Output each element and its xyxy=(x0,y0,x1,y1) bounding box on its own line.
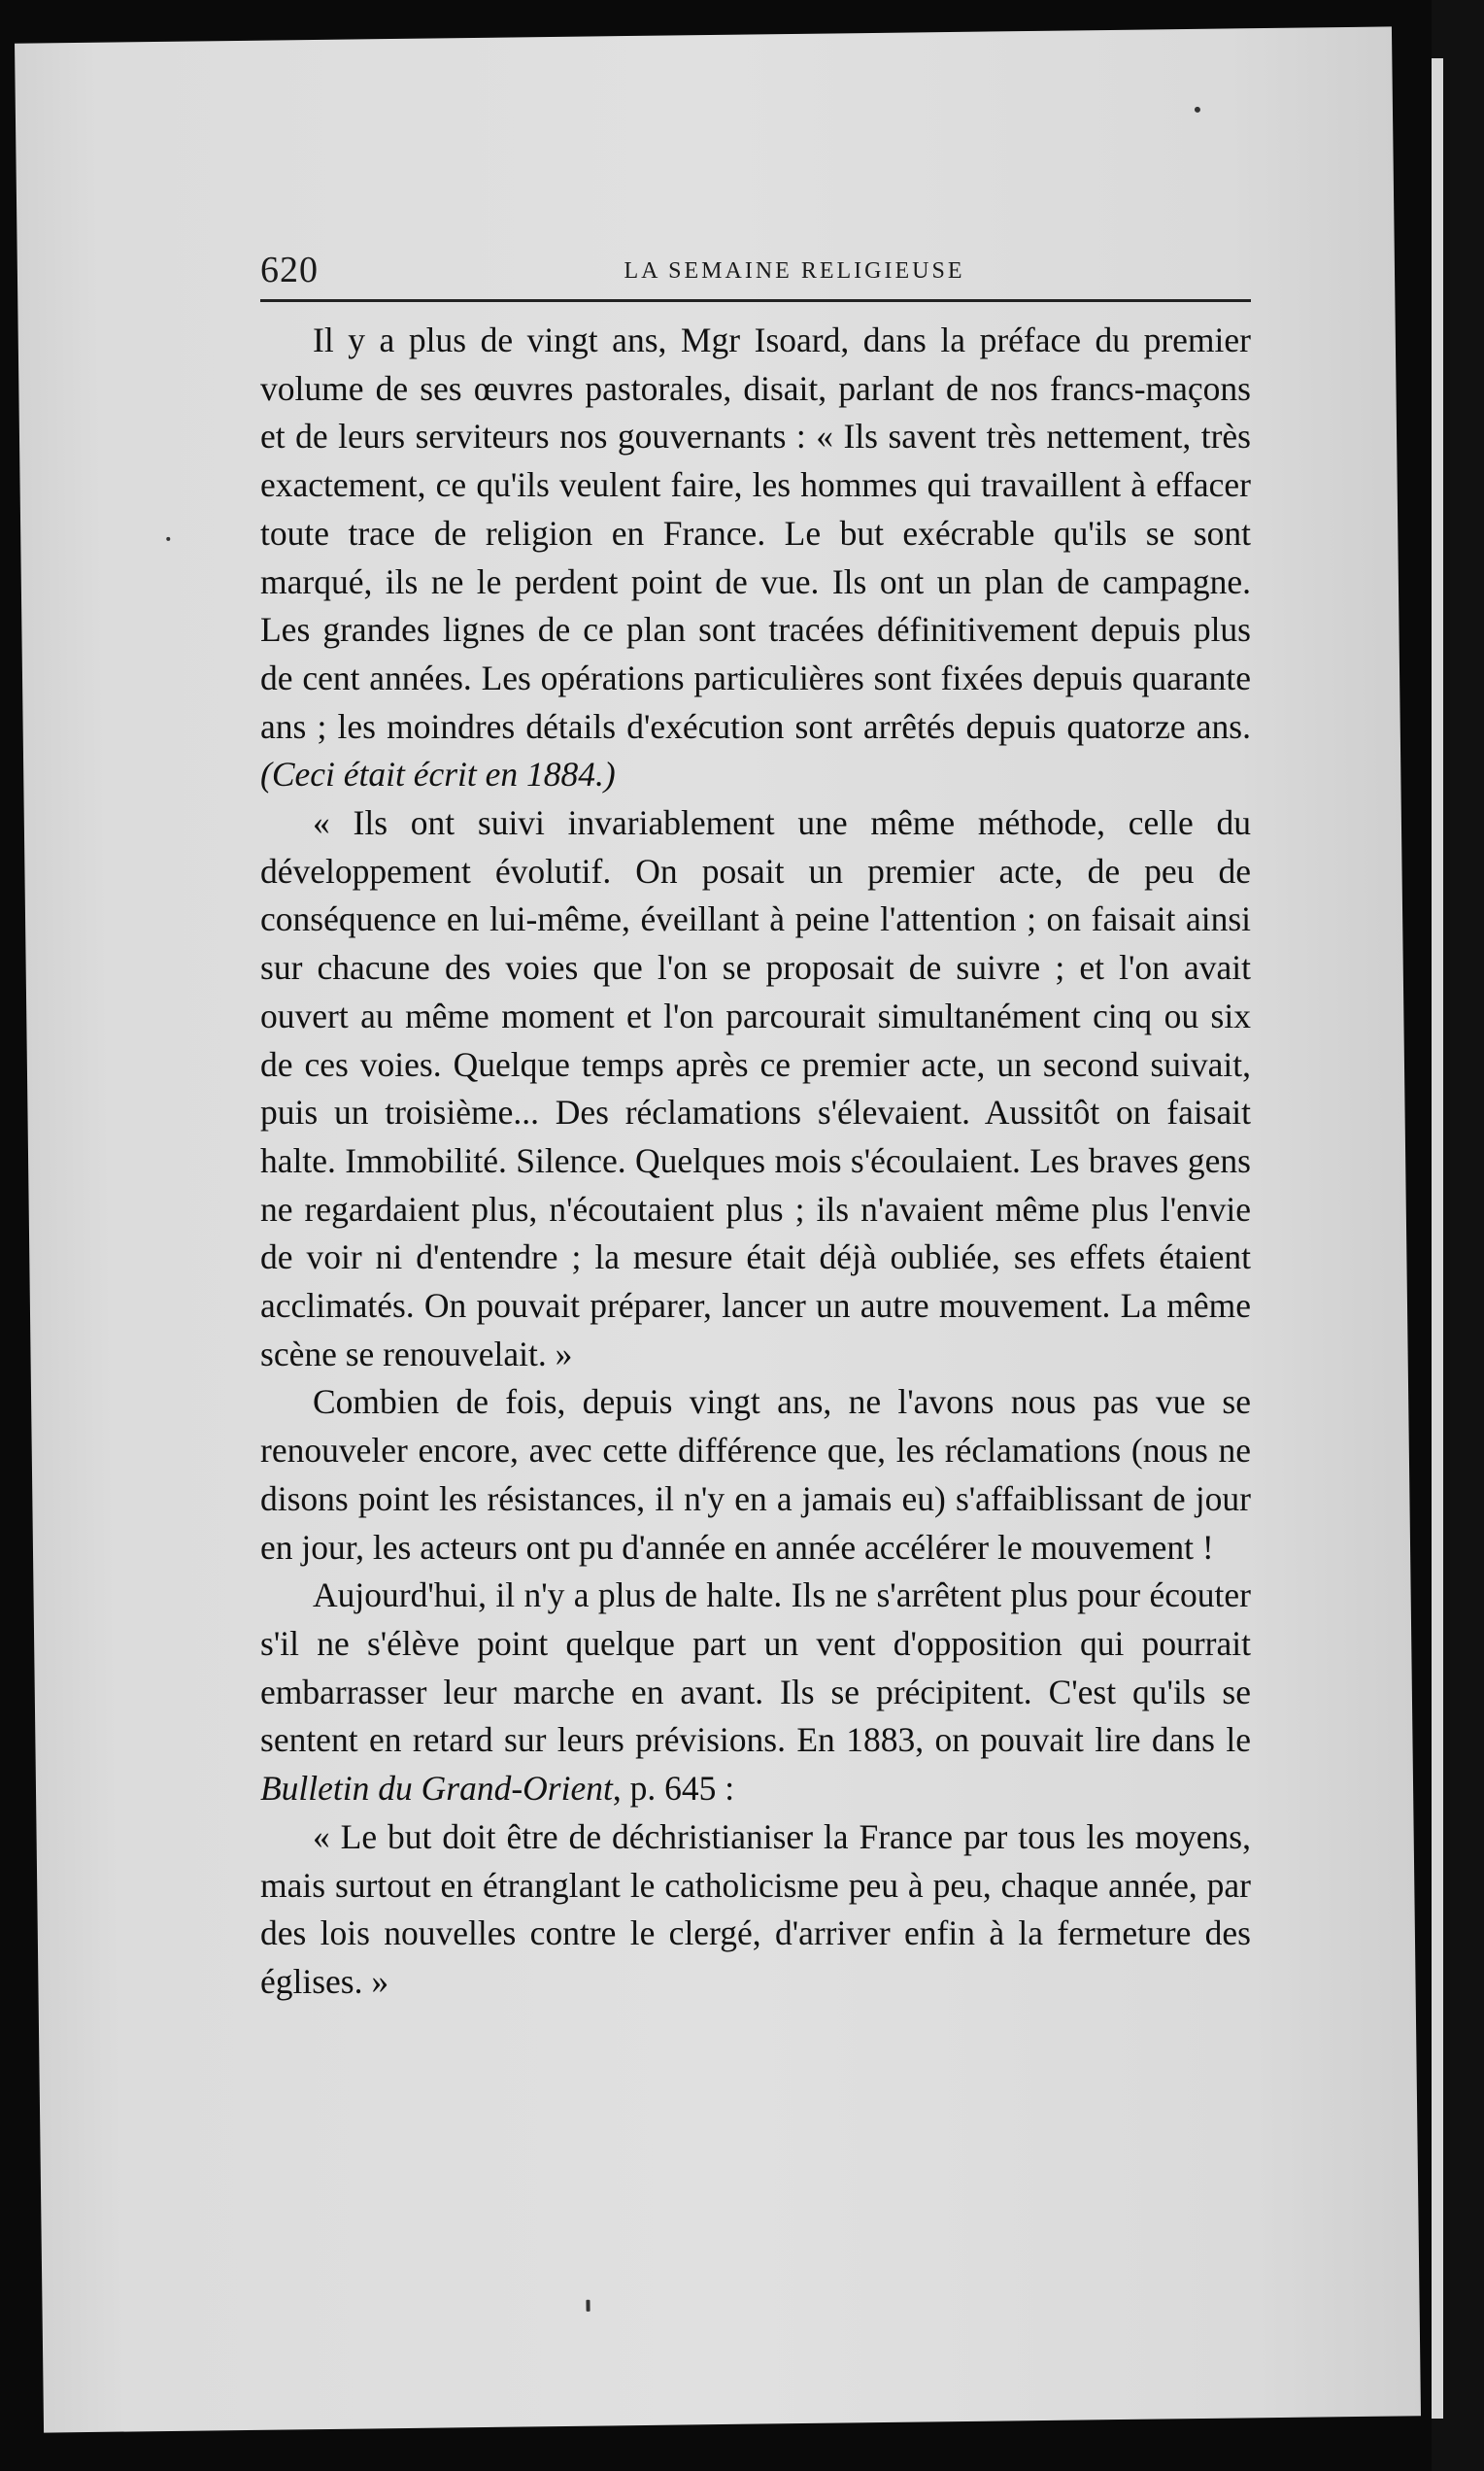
paragraph-5-text: « Le but doit être de déchristianiser la France par tous les moyens, mais surtout en étranglant le catholicisme peu à peu, chaque année, par des lois nouvelles contre le clergé, d'arriver enfin à la fermeture des églises. » xyxy=(260,1816,1251,2001)
article-body xyxy=(260,317,1251,2007)
paragraph-1-aside: (Ceci était écrit en 1884.) xyxy=(260,755,616,795)
paragraph-1 xyxy=(260,317,1251,799)
dust-speck xyxy=(1195,107,1200,113)
paragraph-3-text: Combien de fois, depuis vingt ans, ne l'avons nous pas vue se renouveler encore, avec cette différence que, les réclamations (nous ne disons point les résistances, il n'y en a jamais eu) s'affaiblissant de jour en jour, les acteurs ont pu d'année en année accélérer le mouvement ! xyxy=(260,1382,1251,1567)
paragraph-2 xyxy=(260,799,1251,1378)
running-head xyxy=(260,231,1251,302)
citation-page: , p. 645 : xyxy=(612,1769,735,1809)
dust-speck xyxy=(166,537,170,541)
paragraph-1-text: Il y a plus de vingt ans, Mgr Isoard, dans la préface du premier volume de ses œuvres pastorales, disait, parlant de nos francs-maçons et de leurs serviteurs nos gouvernants : « Ils savent très nettement, très exactement, ce qu'ils veulent faire, les hommes qui travaillent à effacer toute trace de religion en France. Le but exécrable qu'ils se sont marqué, ils ne le perdent point de vue. Ils ont un plan de campagne. Les grandes lignes de ce plan sont tracées définitivement depuis plus de cent années. Les opérations particulières sont fixées depuis quarante ans ; les moindres détails d'exécution sont arrêtés depuis quatorze ans. xyxy=(260,321,1251,746)
page-number: 620 xyxy=(260,250,319,290)
running-title: LA SEMAINE RELIGIEUSE xyxy=(624,258,965,284)
adjacent-sheet xyxy=(1432,58,1443,2419)
paragraph-5 xyxy=(260,1813,1251,2007)
cited-source: Bulletin du Grand-Orient xyxy=(260,1769,613,1809)
dust-speck xyxy=(586,2300,590,2312)
paragraph-4 xyxy=(260,1572,1251,1813)
adjacent-page-edge xyxy=(1432,0,1484,2471)
paragraph-4-text: Aujourd'hui, il n'y a plus de halte. Ils ne s'arrêtent plus pour écouter s'il ne s'élève point quelque part un vent d'opposition qui pourrait embarrasser leur marche en avant. Ils se précipitent. C'est qu'ils se sentent en retard sur leurs prévisions. En 1883, on pouvait lire dans le xyxy=(260,1575,1251,1760)
paragraph-3 xyxy=(260,1378,1251,1572)
paragraph-2-text: « Ils ont suivi invariablement une même méthode, celle du développement évolutif. On posait un premier acte, de peu de conséquence en lui-même, éveillant à peine l'attention ; on faisait ainsi sur chacune des voies que l'on se proposait de suivre ; et l'on avait ouvert au même moment et l'on parcourait simultanément cinq ou six de ces voies. Quelque temps après ce premier acte, un second suivait, puis un troisième... Des réclamations s'élevaient. Aussitôt on faisait halte. Immobilité. Silence. Quelques mois s'écoulaient. Les braves gens ne regardaient plus, n'écoutaient plus ; ils n'avaient même plus l'envie de voir ni d'entendre ; la mesure était déjà oubliée, ses effets étaient acclimatés. On pouvait préparer, lancer un autre mouvement. La même scène se renouvelait. » xyxy=(260,803,1251,1373)
